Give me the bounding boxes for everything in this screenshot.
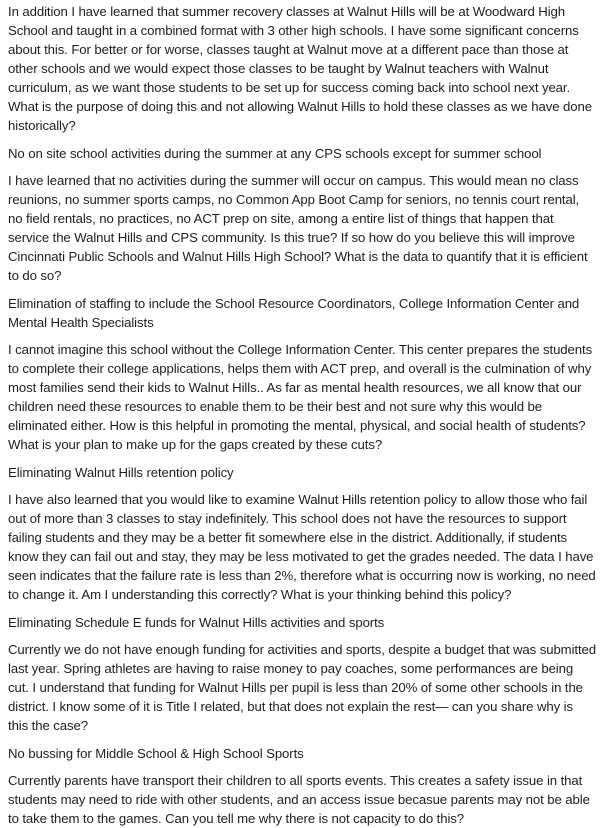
section-body-bussing: Currently parents have transport their children to all sports events. This creates a safety issue in that students may need to ride with other students, and an access issue becasue parents may not be able to take them to the games. Can you tell me why there is not capacity to do this? (8, 773, 590, 826)
section-heading-summer-activities: No on site school activities during the summer at any CPS schools except for summer school (8, 146, 542, 161)
section-heading-retention-policy: Eliminating Walnut Hills retention policy (8, 465, 234, 480)
section-body-retention-policy: I have also learned that you would like to examine Walnut Hills retention policy to allow those who fail out of more than 3 classes to stay indefinitely. This school does not have the resources to support failing students and they may be a better fit somewhere else in the district. Additionally, if students know they can fail out and stay, they may be less motivated to get the grades needed. The data I have seen indicates that the failure rate is less than 2%, therefore what is occurring now is working, no need to change it. Am I understanding this correctly? What is your thinking behind this policy? (8, 492, 596, 602)
section-heading-bussing: No bussing for Middle School & High School Sports (8, 746, 304, 761)
intro-paragraph: In addition I have learned that summer recovery classes at Walnut Hills will be at Woodward High School and taught in a combined format with 3 other high schools. I have some significant concerns about this. For better or for worse, classes taught at Walnut move at a different pace than those at other schools and we would expect those classes to be taught by Walnut teachers with Walnut curriculum, as we want those students to be set up for success coming back into school next year. What is the purpose of doing this and not allowing Walnut Hills to hold these classes as we have done historically? (8, 4, 592, 133)
section-body-staffing: I cannot imagine this school without the College Information Center. This center prepares the students to complete their college applications, helps them with ACT prep, and overall is the culmination of why most families send their kids to Walnut Hills.. As far as mental health resources, we all know that our children need these resources to enable them to be their best and not sure why this would be eliminated either. How is this helpful in promoting the mental, physical, and social health of students? What is your plan to make up for the gaps created by these cuts? (8, 342, 593, 452)
section-heading-staffing: Elimination of staffing to include the School Resource Coordinators, College Information Center and Mental Health Specialists (8, 296, 580, 330)
section-body-summer-activities: I have learned that no activities during the summer will occur on campus. This would mean no class reunions, no summer sports camps, no Common App Boot Camp for seniors, no tennis court rental, no field rentals, no practices, no ACT prep on site, among a entire list of things that happen that service the Walnut Hills and CPS community. Is this true? If so how do you believe this will improve Cincinnati Public Schools and Walnut Hills High School? What is the data to quantify that it is efficient to do so? (8, 173, 588, 283)
section-heading-schedule-e: Eliminating Schedule E funds for Walnut Hills activities and sports (8, 615, 385, 630)
section-body-schedule-e: Currently we do not have enough funding for activities and sports, despite a budget that was submitted last year. Spring athletes are having to raise money to pay coaches, some performances are being cut. I understand that funding for Walnut Hills per pupil is less than 20% of some other schools in the district. I know some of it is Title I related, but that does not explain the rest— can you share why is this the case? (8, 642, 596, 733)
